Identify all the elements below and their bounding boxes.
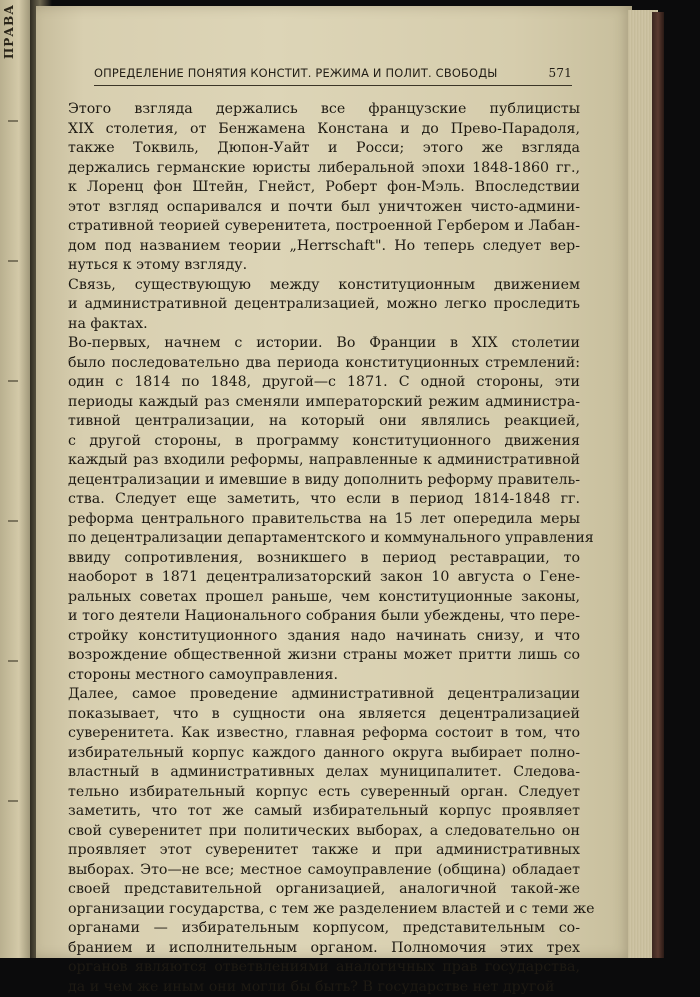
text-line: Во-первых, начнем с истории. Во Франции в XIX столетии — [68, 334, 580, 354]
text-line: суверенитета. Как известно, главная реформа состоит в том, что — [68, 724, 580, 744]
text-line: и административной децентрализацией, можно легко проследить — [68, 295, 580, 315]
text-line: избирательный корпус каждого данного округа выбирает полно- — [68, 744, 580, 764]
text-line: стройку конституционного здания надо начинать снизу, и что — [68, 627, 580, 647]
text-line: этот взгляд оспаривался и почти был уничтожен чисто-админи- — [68, 198, 580, 218]
text-line: и того деятели Национального собрания были убеждены, что пере- — [68, 607, 580, 627]
previous-page-edge — [0, 0, 34, 958]
book-cover-edge — [652, 12, 664, 958]
text-line: заметить, что тот же самый избирательный корпус проявляет — [68, 802, 580, 822]
text-line: ства. Следует еще заметить, что если в период 1814-1848 гг. — [68, 490, 580, 510]
text-line: стративной теорией суверенитета, построенной Гербером и Лабан- — [68, 217, 580, 237]
text-line: организации государства, с тем же разделением властей и с теми же — [68, 900, 580, 920]
text-line: органами — избирательным корпусом, представительным со- — [68, 919, 580, 939]
text-line: каждый раз входили реформы, направленные к административной — [68, 451, 580, 471]
running-title: ОПРЕДЕЛЕНИЕ ПОНЯТИЯ КОНСТИТ. РЕЖИМА И ПОЛИТ. СВОБОДЫ — [94, 66, 498, 80]
header-rule — [94, 85, 572, 86]
text-line: дом под названием теории „Herrschaft". Но теперь следует вер- — [68, 237, 580, 257]
text-line: органов являются ответвлениями аналогичных прав государства, — [68, 958, 580, 978]
text-line: нуться к этому взгляду. — [68, 256, 580, 276]
text-line: тивной централизации, на который они являлись реакцией, — [68, 412, 580, 432]
text-fragment-mark — [8, 660, 18, 662]
text-line: один с 1814 по 1848, другой—с 1871. С одной стороны, эти — [68, 373, 580, 393]
previous-page-header: ПРАВА — [2, 4, 16, 59]
book-page — [36, 6, 632, 958]
text-line: к Лоренц фон Штейн, Гнейст, Роберт фон-Мэль. Впоследствии — [68, 178, 580, 198]
text-line: властный в административных делах муниципалитет. Следова- — [68, 763, 580, 783]
text-fragment-mark — [8, 800, 18, 802]
text-line: проявляет этот суверенитет также и при административных — [68, 841, 580, 861]
text-line: показывает, что в сущности она является децентрализацией — [68, 705, 580, 725]
text-line: на фактах. — [68, 315, 580, 335]
text-line: да и чем же иным они могли бы быть? В государстве нет другой — [68, 978, 580, 997]
text-line: ввиду сопротивления, возникшего в период реставрации, то — [68, 549, 580, 569]
text-line: наоборот в 1871 децентрализаторский закон 10 августа о Гене- — [68, 568, 580, 588]
running-header — [94, 66, 572, 80]
text-line: держались германские юристы либеральной эпохи 1848-1860 гг., — [68, 159, 580, 179]
text-line: ральных советах прошел раньше, чем конституционные законы, — [68, 588, 580, 608]
text-line: бранием и исполнительным органом. Полномочия этих трех — [68, 939, 580, 959]
text-fragment-mark — [8, 260, 18, 262]
text-line: также Токвиль, Дюпон-Уайт и Росси; этого же взгляда — [68, 139, 580, 159]
text-line: Связь, существующую между конституционным движением — [68, 276, 580, 296]
text-line: тельно избирательный корпус есть суверенный орган. Следует — [68, 783, 580, 803]
text-fragment-mark — [8, 520, 18, 522]
text-line: с другой стороны, в программу конституционного движения — [68, 432, 580, 452]
text-line: стороны местного самоуправления. — [68, 666, 580, 686]
text-line: XIX столетия, от Бенжамена Констана и до Прево-Парадоля, — [68, 120, 580, 140]
text-line: возрождение общественной жизни страны может притти лишь со — [68, 646, 580, 666]
text-line: реформа центрального правительства на 15 лет опередила меры — [68, 510, 580, 530]
text-line: по децентрализации департаментского и коммунального управления — [68, 529, 580, 549]
text-line: своей представительной организацией, аналогичной такой-же — [68, 880, 580, 900]
text-line: Далее, самое проведение административной децентрализации — [68, 685, 580, 705]
page-number: 571 — [548, 66, 572, 80]
text-line: было последовательно два периода конституционных стремлений: — [68, 354, 580, 374]
body-text — [68, 100, 580, 997]
text-line: периоды каждый раз сменяли императорский режим администра- — [68, 393, 580, 413]
text-line: свой суверенитет при политических выборах, а следовательно он — [68, 822, 580, 842]
text-line: децентрализации и имевшие в виду дополнить реформу правитель- — [68, 471, 580, 491]
text-line: выборах. Это—не все; местное самоуправление (община) обладает — [68, 861, 580, 881]
text-line: Этого взгляда держались все французские публицисты — [68, 100, 580, 120]
text-fragment-mark — [8, 120, 18, 122]
text-fragment-mark — [8, 380, 18, 382]
